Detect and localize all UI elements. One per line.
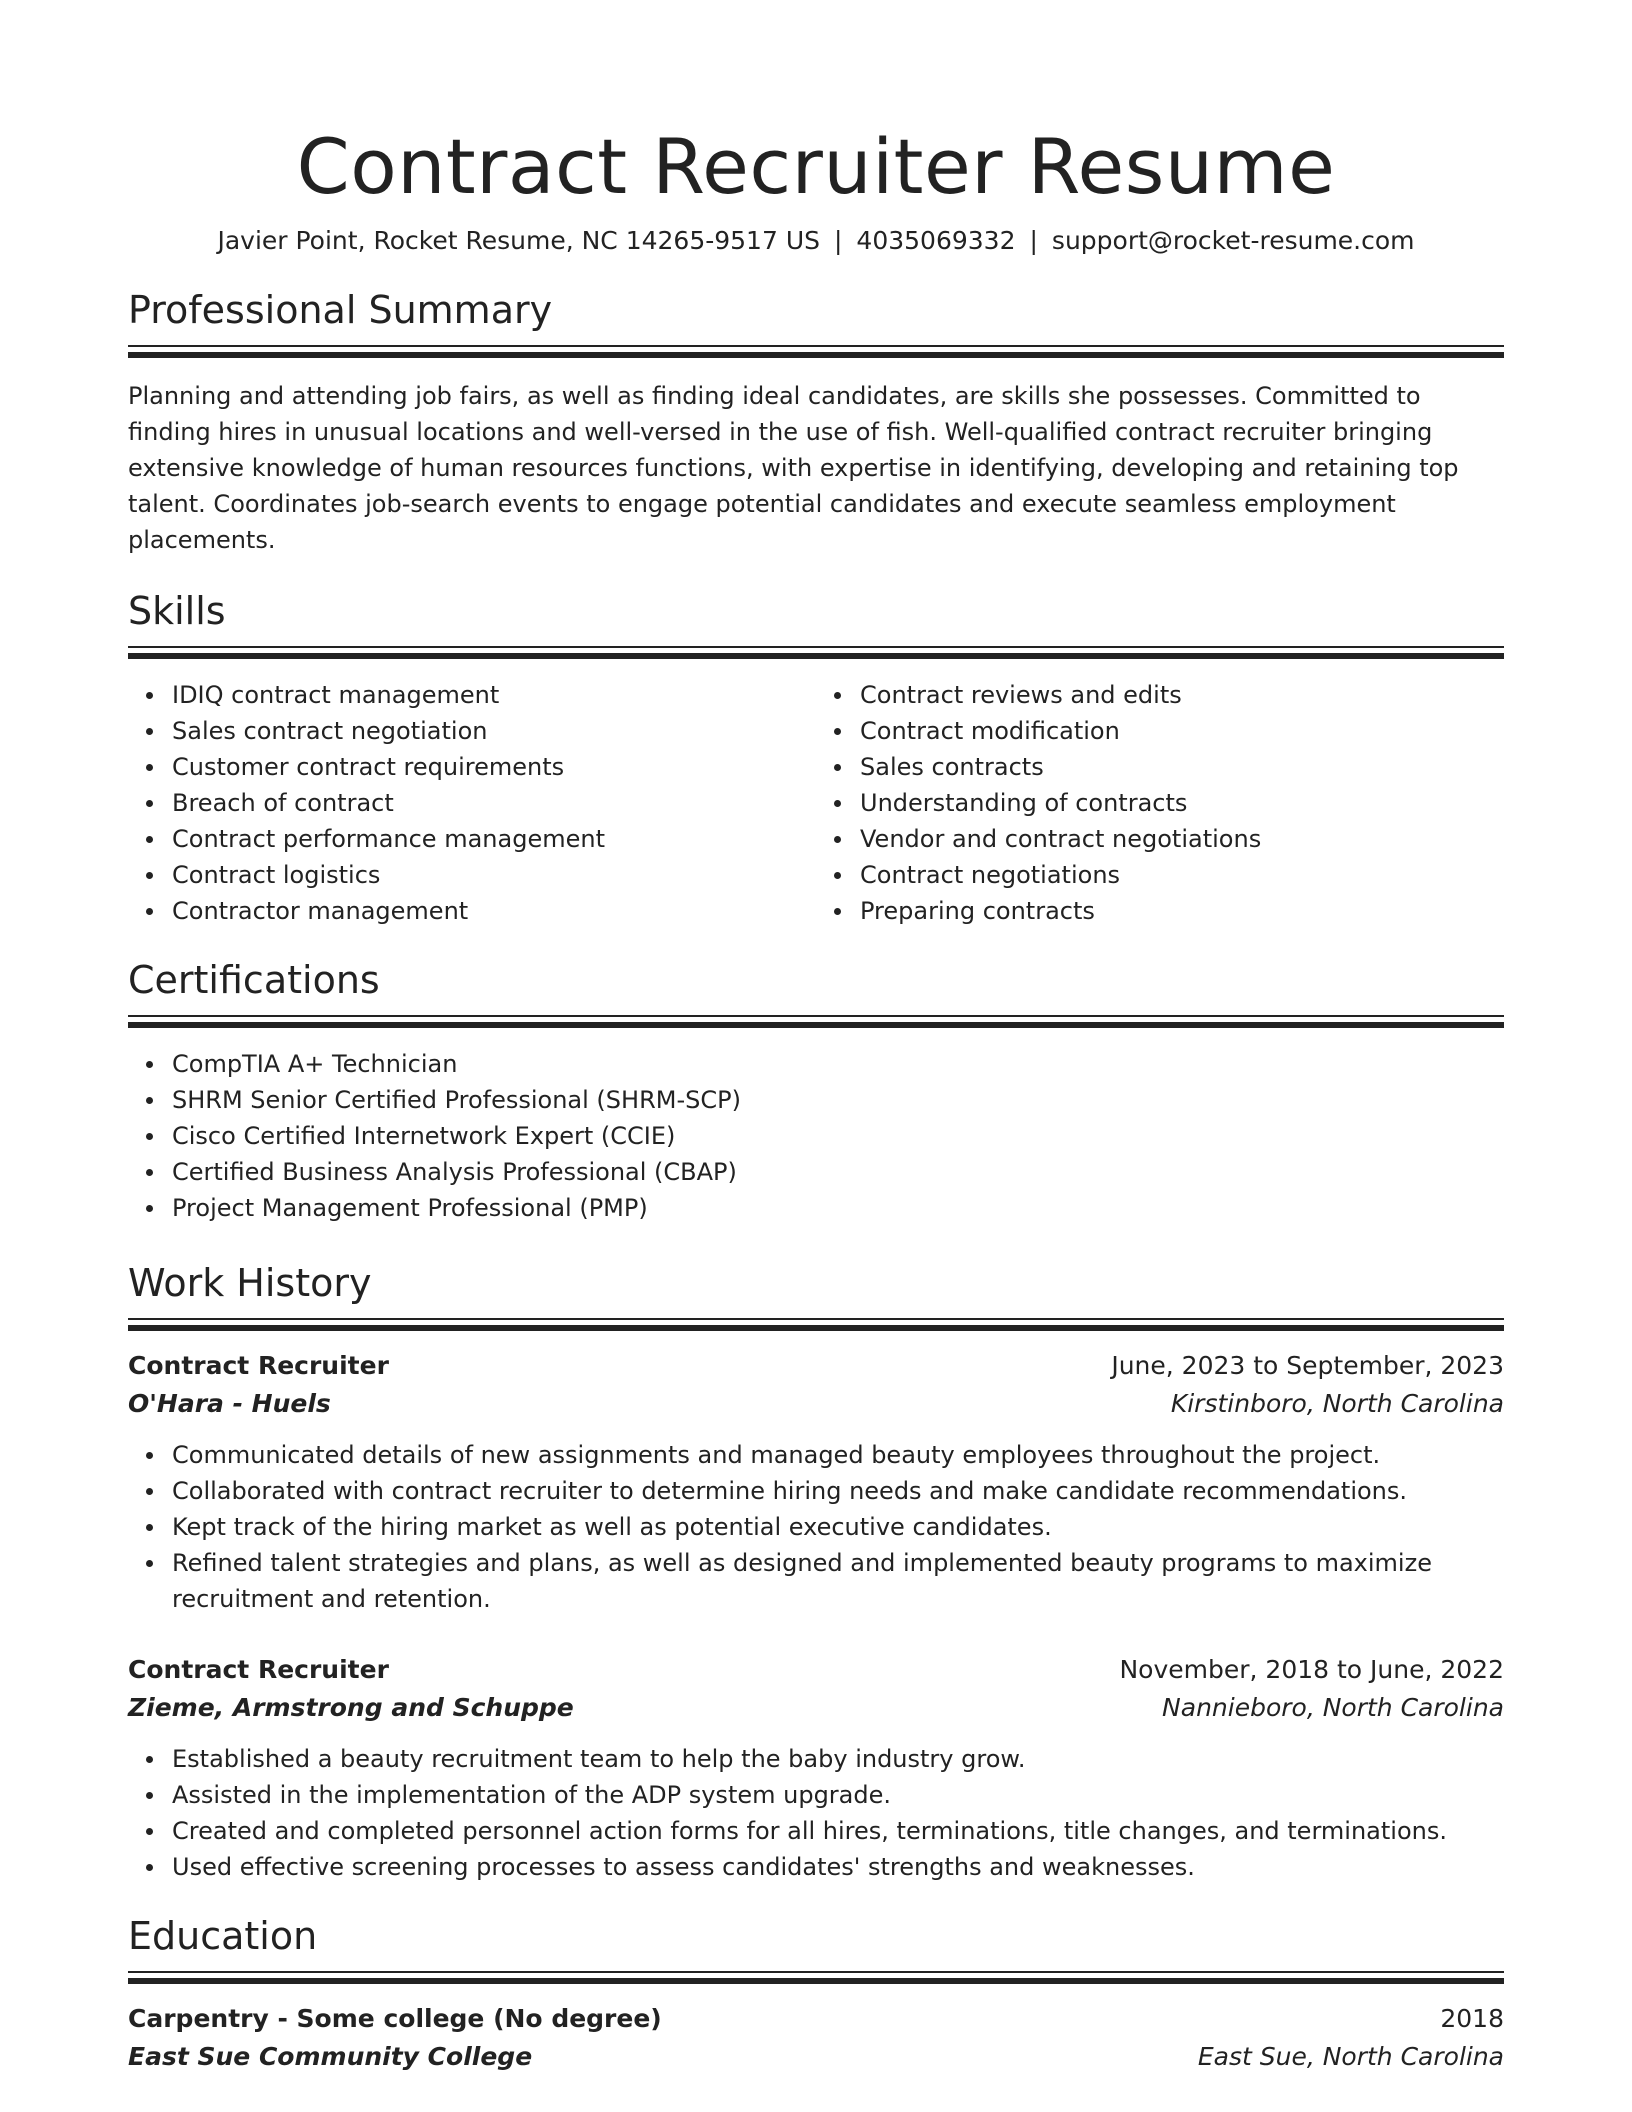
certification-item: SHRM Senior Certified Professional (SHRM-SCP) bbox=[172, 1082, 1504, 1118]
skill-item: Breach of contract bbox=[172, 785, 816, 821]
skills-right-list bbox=[816, 677, 1504, 929]
job-bullet: Used effective screening processes to assess candidates' strengths and weaknesses. bbox=[172, 1849, 1504, 1885]
certification-item: Certified Business Analysis Professional (CBAP) bbox=[172, 1154, 1504, 1190]
section-divider bbox=[128, 1318, 1504, 1331]
certification-item: Project Management Professional (PMP) bbox=[172, 1190, 1504, 1226]
job-company: O'Hara - Huels bbox=[128, 1389, 331, 1418]
certification-item: Cisco Certified Internetwork Expert (CCIE) bbox=[172, 1118, 1504, 1154]
skill-item: IDIQ contract management bbox=[172, 677, 816, 713]
skill-item: Vendor and contract negotiations bbox=[860, 821, 1504, 857]
job-header bbox=[128, 1347, 1504, 1385]
job-title: Contract Recruiter bbox=[128, 1351, 389, 1380]
skill-item: Contract logistics bbox=[172, 857, 816, 893]
job-location: Nannieboro, North Carolina bbox=[1162, 1693, 1504, 1722]
job-subheader bbox=[128, 1385, 1504, 1423]
certifications-list bbox=[128, 1046, 1504, 1226]
job-company: Zieme, Armstrong and Schuppe bbox=[128, 1693, 574, 1722]
contact-line bbox=[128, 224, 1504, 258]
contact-email: support@rocket-resume.com bbox=[1051, 226, 1415, 255]
job-entry bbox=[128, 1651, 1504, 1885]
contact-separator: | bbox=[1029, 226, 1038, 255]
skill-item: Understanding of contracts bbox=[860, 785, 1504, 821]
job-bullet: Refined talent strategies and plans, as well as designed and implemented beauty programs to maximize recruitment and retention. bbox=[172, 1545, 1504, 1617]
education-subheader bbox=[128, 2038, 1504, 2076]
contact-address: Javier Point, Rocket Resume, NC 14265-9517 US bbox=[217, 226, 820, 255]
skill-item: Contract reviews and edits bbox=[860, 677, 1504, 713]
skill-item: Customer contract requirements bbox=[172, 749, 816, 785]
resume-title: Contract Recruiter Resume bbox=[296, 122, 1336, 211]
skill-item: Contract negotiations bbox=[860, 857, 1504, 893]
job-header bbox=[128, 1651, 1504, 1689]
education-year: 2018 bbox=[1440, 2004, 1504, 2033]
education-entry bbox=[128, 2000, 1504, 2076]
work-heading: Work History bbox=[128, 1261, 372, 1305]
job-bullet: Collaborated with contract recruiter to determine hiring needs and make candidate recommendations. bbox=[172, 1473, 1504, 1509]
skills-section bbox=[128, 588, 1504, 929]
certifications-section bbox=[128, 957, 1504, 1226]
job-bullet: Kept track of the hiring market as well as potential executive candidates. bbox=[172, 1509, 1504, 1545]
section-divider bbox=[128, 345, 1504, 358]
job-bullets bbox=[128, 1437, 1504, 1617]
job-bullet: Communicated details of new assignments and managed beauty employees throughout the project. bbox=[172, 1437, 1504, 1473]
job-bullet: Established a beauty recruitment team to help the baby industry grow. bbox=[172, 1741, 1504, 1777]
skills-heading: Skills bbox=[128, 589, 226, 633]
certifications-heading: Certifications bbox=[128, 958, 380, 1002]
education-header bbox=[128, 2000, 1504, 2038]
skill-item: Sales contract negotiation bbox=[172, 713, 816, 749]
summary-text: Planning and attending job fairs, as well as finding ideal candidates, are skills she possesses. Committed to finding hires in unusual locations and well-versed in the use of fish. Well-qualified contract recruiter bringing extensive knowledge of human resources functions, with expertise in identifying, developing and retaining top talent. Coordinates job-search events to engage potential candidates and execute seamless employment placements. bbox=[128, 382, 1459, 554]
job-location: Kirstinboro, North Carolina bbox=[1170, 1389, 1504, 1418]
education-section bbox=[128, 1913, 1504, 2076]
job-subheader bbox=[128, 1689, 1504, 1727]
skills-grid bbox=[128, 677, 1504, 929]
section-divider bbox=[128, 1015, 1504, 1028]
job-entry bbox=[128, 1347, 1504, 1617]
resume-page bbox=[128, 0, 1504, 2076]
skill-item: Preparing contracts bbox=[860, 893, 1504, 929]
contact-separator: | bbox=[833, 226, 843, 255]
section-divider bbox=[128, 646, 1504, 659]
skills-left-list bbox=[128, 677, 816, 929]
education-location: East Sue, North Carolina bbox=[1197, 2042, 1504, 2071]
education-degree: Carpentry - Some college (No degree) bbox=[128, 2004, 662, 2033]
job-bullet: Assisted in the implementation of the ADP system upgrade. bbox=[172, 1777, 1504, 1813]
contact-phone: 4035069332 bbox=[856, 226, 1016, 255]
section-divider bbox=[128, 1971, 1504, 1984]
skill-item: Contractor management bbox=[172, 893, 816, 929]
job-dates: June, 2023 to September, 2023 bbox=[1111, 1351, 1504, 1380]
certification-item: CompTIA A+ Technician bbox=[172, 1046, 1504, 1082]
skill-item: Contract modification bbox=[860, 713, 1504, 749]
job-title: Contract Recruiter bbox=[128, 1655, 389, 1684]
education-heading: Education bbox=[128, 1914, 318, 1958]
skill-item: Contract performance management bbox=[172, 821, 816, 857]
job-bullet: Created and completed personnel action forms for all hires, terminations, title changes, and terminations. bbox=[172, 1813, 1504, 1849]
summary-heading: Professional Summary bbox=[128, 288, 553, 332]
job-dates: November, 2018 to June, 2022 bbox=[1119, 1655, 1504, 1684]
summary-section bbox=[128, 287, 1504, 558]
job-bullets bbox=[128, 1741, 1504, 1885]
work-section bbox=[128, 1260, 1504, 1885]
skill-item: Sales contracts bbox=[860, 749, 1504, 785]
education-school: East Sue Community College bbox=[128, 2042, 533, 2071]
